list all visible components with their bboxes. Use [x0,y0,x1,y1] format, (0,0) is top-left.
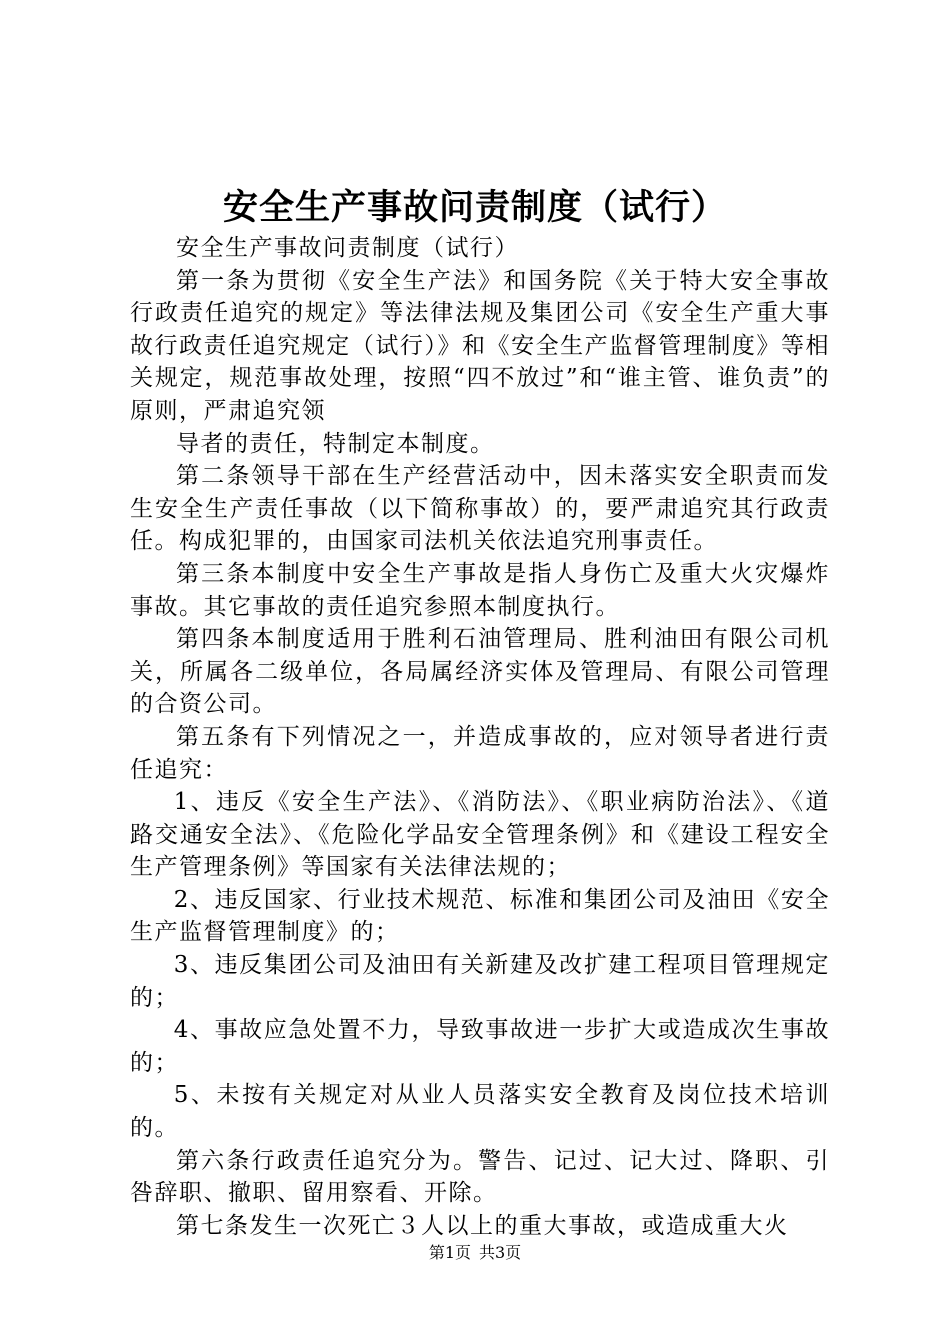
document-body [130,232,830,1242]
page-number: 第1页 [428,1243,471,1262]
page-footer [0,1242,950,1264]
paragraph-article-1: 第一条为贯彻《安全生产法》和国务院《关于特大安全事故行政责任追究的规定》等法律法规及集团公司《安全生产重大事故行政责任追究规定（试行）》和《安全生产监督管理制度》等相关规定，规范事故处理，按照“四不放过”和“谁主管、谁负责”的原则，严肃追究领 [130,267,830,424]
list-item-4: 4、事故应急处置不力，导致事故进一步扩大或造成次生事故的； [130,1017,830,1076]
paragraph-article-6: 第六条行政责任追究分为。警告、记过、记大过、降职、引咎辞职、撤职、留用察看、开除。 [130,1147,830,1207]
paragraph-article-4: 第四条本制度适用于胜利石油管理局、胜利油田有限公司机关，所属各二级单位，各局属经济实体及管理局、有限公司管理的合资公司。 [130,626,830,718]
paragraph-article-7: 第七条发生一次死亡３人以上的重大事故，或造成重大火 [176,1212,789,1239]
list-item-3: 3、违反集团公司及油田有关新建及改扩建工程项目管理规定的； [130,952,830,1011]
document-title: 安全生产事故问责制度（试行） [222,187,727,228]
paragraph-article-5: 第五条有下列情况之一，并造成事故的，应对领导者进行责任追究： [130,723,830,783]
paragraph-article-1-cont: 导者的责任，特制定本制度。 [176,430,495,457]
paragraph-article-2: 第二条领导干部在生产经营活动中，因未落实安全职责而发生安全生产责任事故（以下简称事故）的，要严肃追究其行政责任。构成犯罪的，由国家司法机关依法追究刑事责任。 [130,463,830,555]
paragraph-article-3: 第三条本制度中安全生产事故是指人身伤亡及重大火灾爆炸事故。其它事故的责任追究参照本制度执行。 [130,560,830,620]
list-item-2: 2、违反国家、行业技术规范、标准和集团公司及油田《安全生产监督管理制度》的； [130,886,830,946]
list-item-1: 1、违反《安全生产法》、《消防法》、《职业病防治法》、《道路交通安全法》、《危险化学品安全管理条例》和《建设工程安全生产管理条例》等国家有关法律法规的； [130,789,830,881]
list-item-5: 5、未按有关规定对从业人员落实安全教育及岗位技术培训的。 [130,1082,830,1142]
paragraph-subtitle: 安全生产事故问责制度（试行） [176,235,519,261]
page-total: 共3页 [479,1243,522,1262]
